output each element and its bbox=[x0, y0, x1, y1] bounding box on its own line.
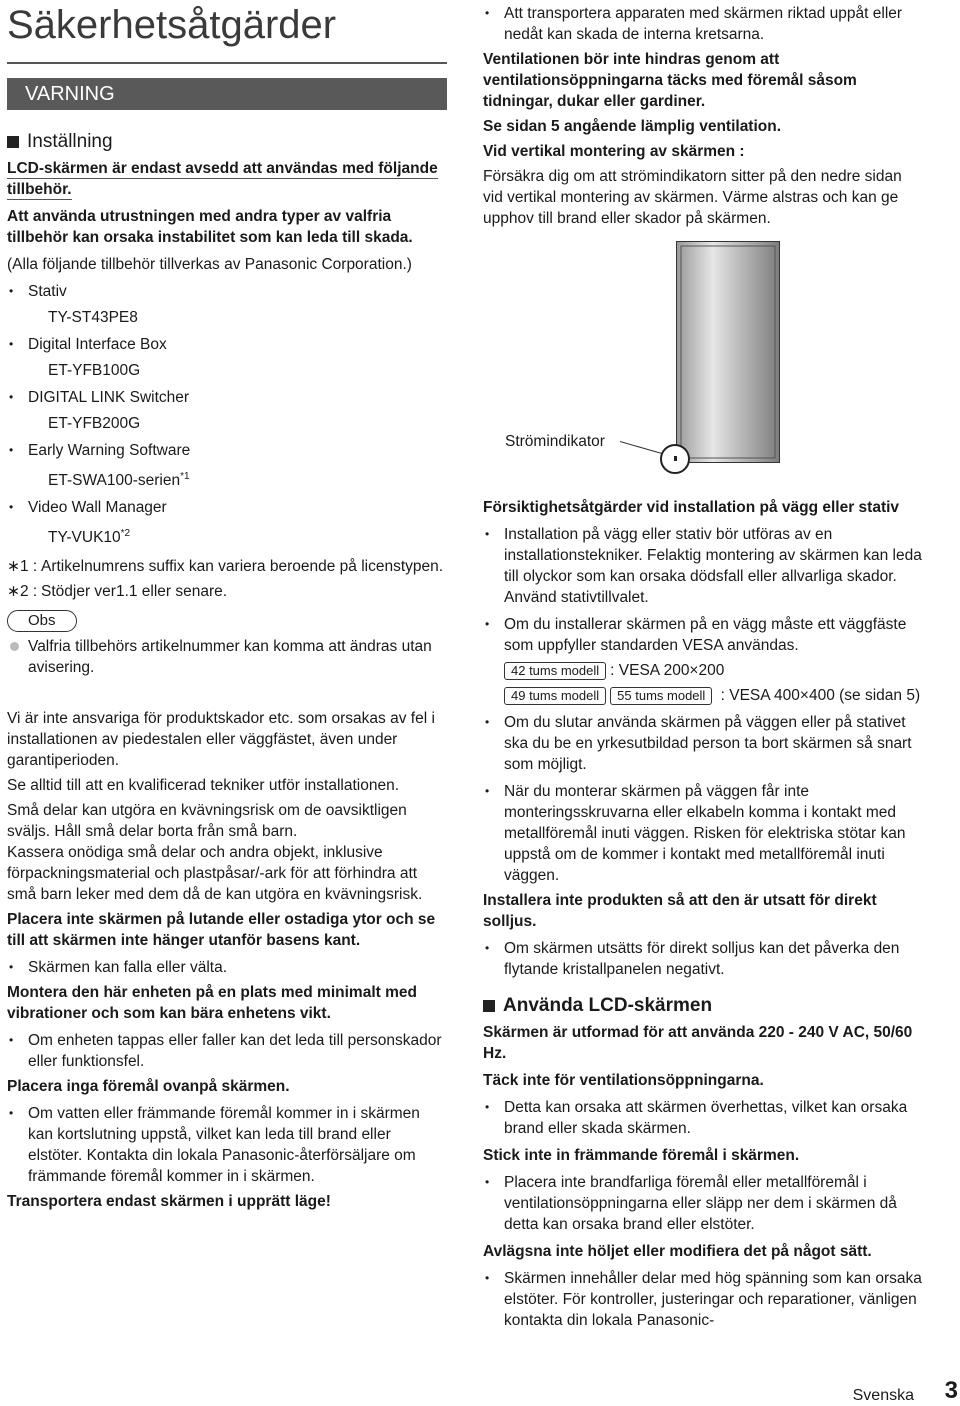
square-bullet-icon bbox=[7, 136, 19, 148]
qualified-technician-text: Se alltid till att en kvalificerad tekniker utför installationen. bbox=[7, 777, 400, 795]
accessory-name: • Early Warning Software bbox=[7, 440, 447, 461]
cabinet-heading: Avlägsna inte höljet eller modifiera det på något sätt. bbox=[483, 1243, 872, 1260]
foreign-objects-bullet: • Placera inte brandfarliga föremål eller metallföremål i ventilationsöppningarna eller släpp ner dem i skärmen då detta kan orsaka brand eller elstöter. bbox=[483, 1172, 923, 1235]
warning-banner: VARNING bbox=[7, 78, 447, 110]
square-bullet-icon bbox=[483, 1000, 495, 1012]
footnote: ∗1 : Artikelnumrens suffix kan variera beroende på licenstypen. bbox=[7, 558, 444, 576]
small-parts-text: Små delar kan utgöra en kvävningsrisk om de oavsiktligen sväljs. Håll små delar borta från små barn. bbox=[7, 802, 407, 841]
vesa-49-55-line: 49 tums modell 55 tums modell : VESA 400×400 (se sidan 5) bbox=[483, 685, 923, 706]
objects-on-top-bullet: • Om vatten eller främmande föremål kommer in i skärmen kan kortslutning uppstå, vilket kan leda till brand eller elstöter. Kontakta din lokala Panasonic-återförsäljare om främmande föremål kommer in i skärmen. bbox=[7, 1103, 447, 1187]
obs-label: Obs bbox=[7, 610, 77, 632]
left-column bbox=[7, 0, 447, 1212]
power-indicator-label: Strömindikator bbox=[505, 433, 605, 450]
liability-text: Vi är inte ansvariga för produktskador etc. som orsakas av fel i installationen av piedestalen eller väggfästet, även under garantiperioden. bbox=[7, 710, 435, 770]
accessory-model: TY-VUK10$^{*2}$ bbox=[48, 528, 131, 547]
section-heading-use bbox=[483, 994, 923, 1018]
cover-vents-heading: Täck inte för ventilationsöppningarna. bbox=[483, 1072, 764, 1089]
vertical-mounting-text: Försäkra dig om att strömindikatorn sitter på den nedre sidan vid vertikal montering av skärmen. Värme alstras och kan ge upphov till brand eller skador på skärmen. bbox=[483, 168, 902, 227]
sunlight-heading: Installera inte produkten så att den är utsatt för direkt solljus. bbox=[483, 892, 877, 930]
wall-install-bullet: • Om du slutar använda skärmen på väggen eller på stativet ska du be en yrkesutbildad person ta bort skärmen så snart som möjligt. bbox=[483, 712, 923, 775]
section-heading-label: Använda LCD-skärmen bbox=[503, 995, 713, 1016]
obs-note: Valfria tillbehörs artikelnummer kan komma att ändras utan avisering. bbox=[7, 636, 447, 678]
foreign-objects-heading: Stick inte in främmande föremål i skärmen. bbox=[483, 1147, 800, 1164]
section-heading-label: Inställning bbox=[27, 131, 113, 152]
accessory-name: • Video Wall Manager bbox=[7, 497, 447, 518]
accessory-name: • Stativ bbox=[7, 281, 447, 302]
power-indicator-icon bbox=[660, 444, 690, 474]
vibration-heading: Montera den här enheten på en plats med minimalt med vibrationer och som kan bära enhetens vikt. bbox=[7, 984, 417, 1023]
display-panel-illustration bbox=[676, 241, 780, 463]
vertical-mount-diagram bbox=[483, 241, 923, 491]
accessory-model: ET-YFB100G bbox=[48, 362, 141, 379]
section-heading-installation bbox=[7, 130, 447, 154]
upright-transport-heading: Transportera endast skärmen i upprätt läge! bbox=[7, 1193, 331, 1211]
cabinet-bullet: • Skärmen innehåller delar med hög spänning som kan orsaka elstöter. För kontroller, justeringar och reparationer, vänligen kontakta din lokala Panasonic- bbox=[483, 1268, 923, 1331]
title-rule bbox=[7, 62, 447, 64]
right-column bbox=[483, 0, 923, 1331]
accessory-list bbox=[7, 281, 447, 548]
accessory-name: • Digital Interface Box bbox=[7, 334, 447, 355]
footer-language: Svenska bbox=[852, 1387, 914, 1404]
see-page-note: Se sidan 5 angående lämplig ventilation. bbox=[483, 118, 782, 135]
vibration-bullet: • Om enheten tappas eller faller kan det leda till personskador eller funktionsfel. bbox=[7, 1030, 447, 1072]
model-tag-55: 55 tums modell bbox=[610, 687, 712, 705]
page-number: 3 bbox=[944, 1377, 958, 1404]
accessory-model: TY-ST43PE8 bbox=[48, 309, 138, 326]
sunlight-bullet: • Om skärmen utsätts för direkt solljus kan det påverka den flytande kristallpanelen negativt. bbox=[483, 938, 923, 980]
page-footer bbox=[760, 1377, 960, 1406]
sloped-surface-heading: Placera inte skärmen på lutande eller ostadiga ytor och se till att skärmen inte hänger utanför basens kant. bbox=[7, 911, 436, 950]
accessory-name: • DIGITAL LINK Switcher bbox=[7, 387, 447, 408]
lcd-only-note: LCD-skärmen är endast avsedd att användas med följande tillbehör. bbox=[7, 160, 438, 198]
power-spec-heading: Skärmen är utformad för att använda 220 - 240 V AC, 50/60 Hz. bbox=[483, 1024, 913, 1062]
small-parts-disposal-text: Kassera onödiga små delar och andra objekt, inklusive förpackningsmaterial och plastpåsar/-ark för att förhindra att små barn leker med dem då de kan utgöra en kvävningsrisk. bbox=[7, 844, 423, 904]
model-tag-42: 42 tums modell bbox=[504, 662, 606, 680]
vesa-42-line: 42 tums modell : VESA 200×200 bbox=[483, 660, 923, 681]
objects-on-top-heading: Placera inga föremål ovanpå skärmen. bbox=[7, 1078, 290, 1096]
sloped-surface-bullet: • Skärmen kan falla eller välta. bbox=[7, 957, 447, 978]
wall-install-bullet: • När du monterar skärmen på väggen får inte monteringsskruvarna eller elkabeln komma i kontakt med metallföremål inuti väggen. Risken för elektriska stötar kan uppstå om de kommer i kontakt med metallföremål inuti väggen. bbox=[483, 781, 923, 886]
footnote-ref: *2 bbox=[120, 528, 131, 540]
accessory-model: ET-YFB200G bbox=[48, 415, 141, 432]
vertical-mounting-heading: Vid vertikal montering av skärmen : bbox=[483, 143, 745, 160]
panasonic-note: (Alla följande tillbehör tillverkas av Panasonic Corporation.) bbox=[7, 256, 412, 273]
model-tag-49: 49 tums modell bbox=[504, 687, 606, 705]
wall-install-heading: Försiktighetsåtgärder vid installation på vägg eller stativ bbox=[483, 499, 900, 516]
footnote-ref: *1 bbox=[180, 471, 190, 482]
ventilation-heading: Ventilationen bör inte hindras genom att ventilationsöppningarna täcks med föremål såsom tidningar, dukar eller gardiner. bbox=[483, 51, 857, 110]
other-accessories-warning: Att använda utrustningen med andra typer av valfria tillbehör kan orsaka instabilitet som kan leda till skada. bbox=[7, 208, 413, 246]
cover-vents-bullet: • Detta kan orsaka att skärmen överhettas, vilket kan orsaka brand eller skada skärmen. bbox=[483, 1097, 923, 1139]
wall-install-bullet: • Installation på vägg eller stativ bör utföras av en installationstekniker. Felaktig montering av skärmen kan leda till olyckor som kan orsaka dödsfall eller allvarliga skador. Använd stativtillvalet. bbox=[483, 524, 923, 608]
accessory-model: ET-SWA100-serien$^{*1}$ bbox=[48, 471, 190, 490]
footnote: ∗2 : Stödjer ver1.1 eller senare. bbox=[7, 583, 228, 601]
page-title: Säkerhetsåtgärder bbox=[7, 3, 337, 47]
transport-bullet: • Att transportera apparaten med skärmen riktad uppåt eller nedåt kan skada de interna kretsarna. bbox=[483, 3, 923, 45]
panel-gradient-graphic bbox=[677, 242, 779, 462]
wall-install-bullet: • Om du installerar skärmen på en vägg måste ett väggfäste som uppfyller standarden VESA användas. bbox=[483, 614, 923, 656]
